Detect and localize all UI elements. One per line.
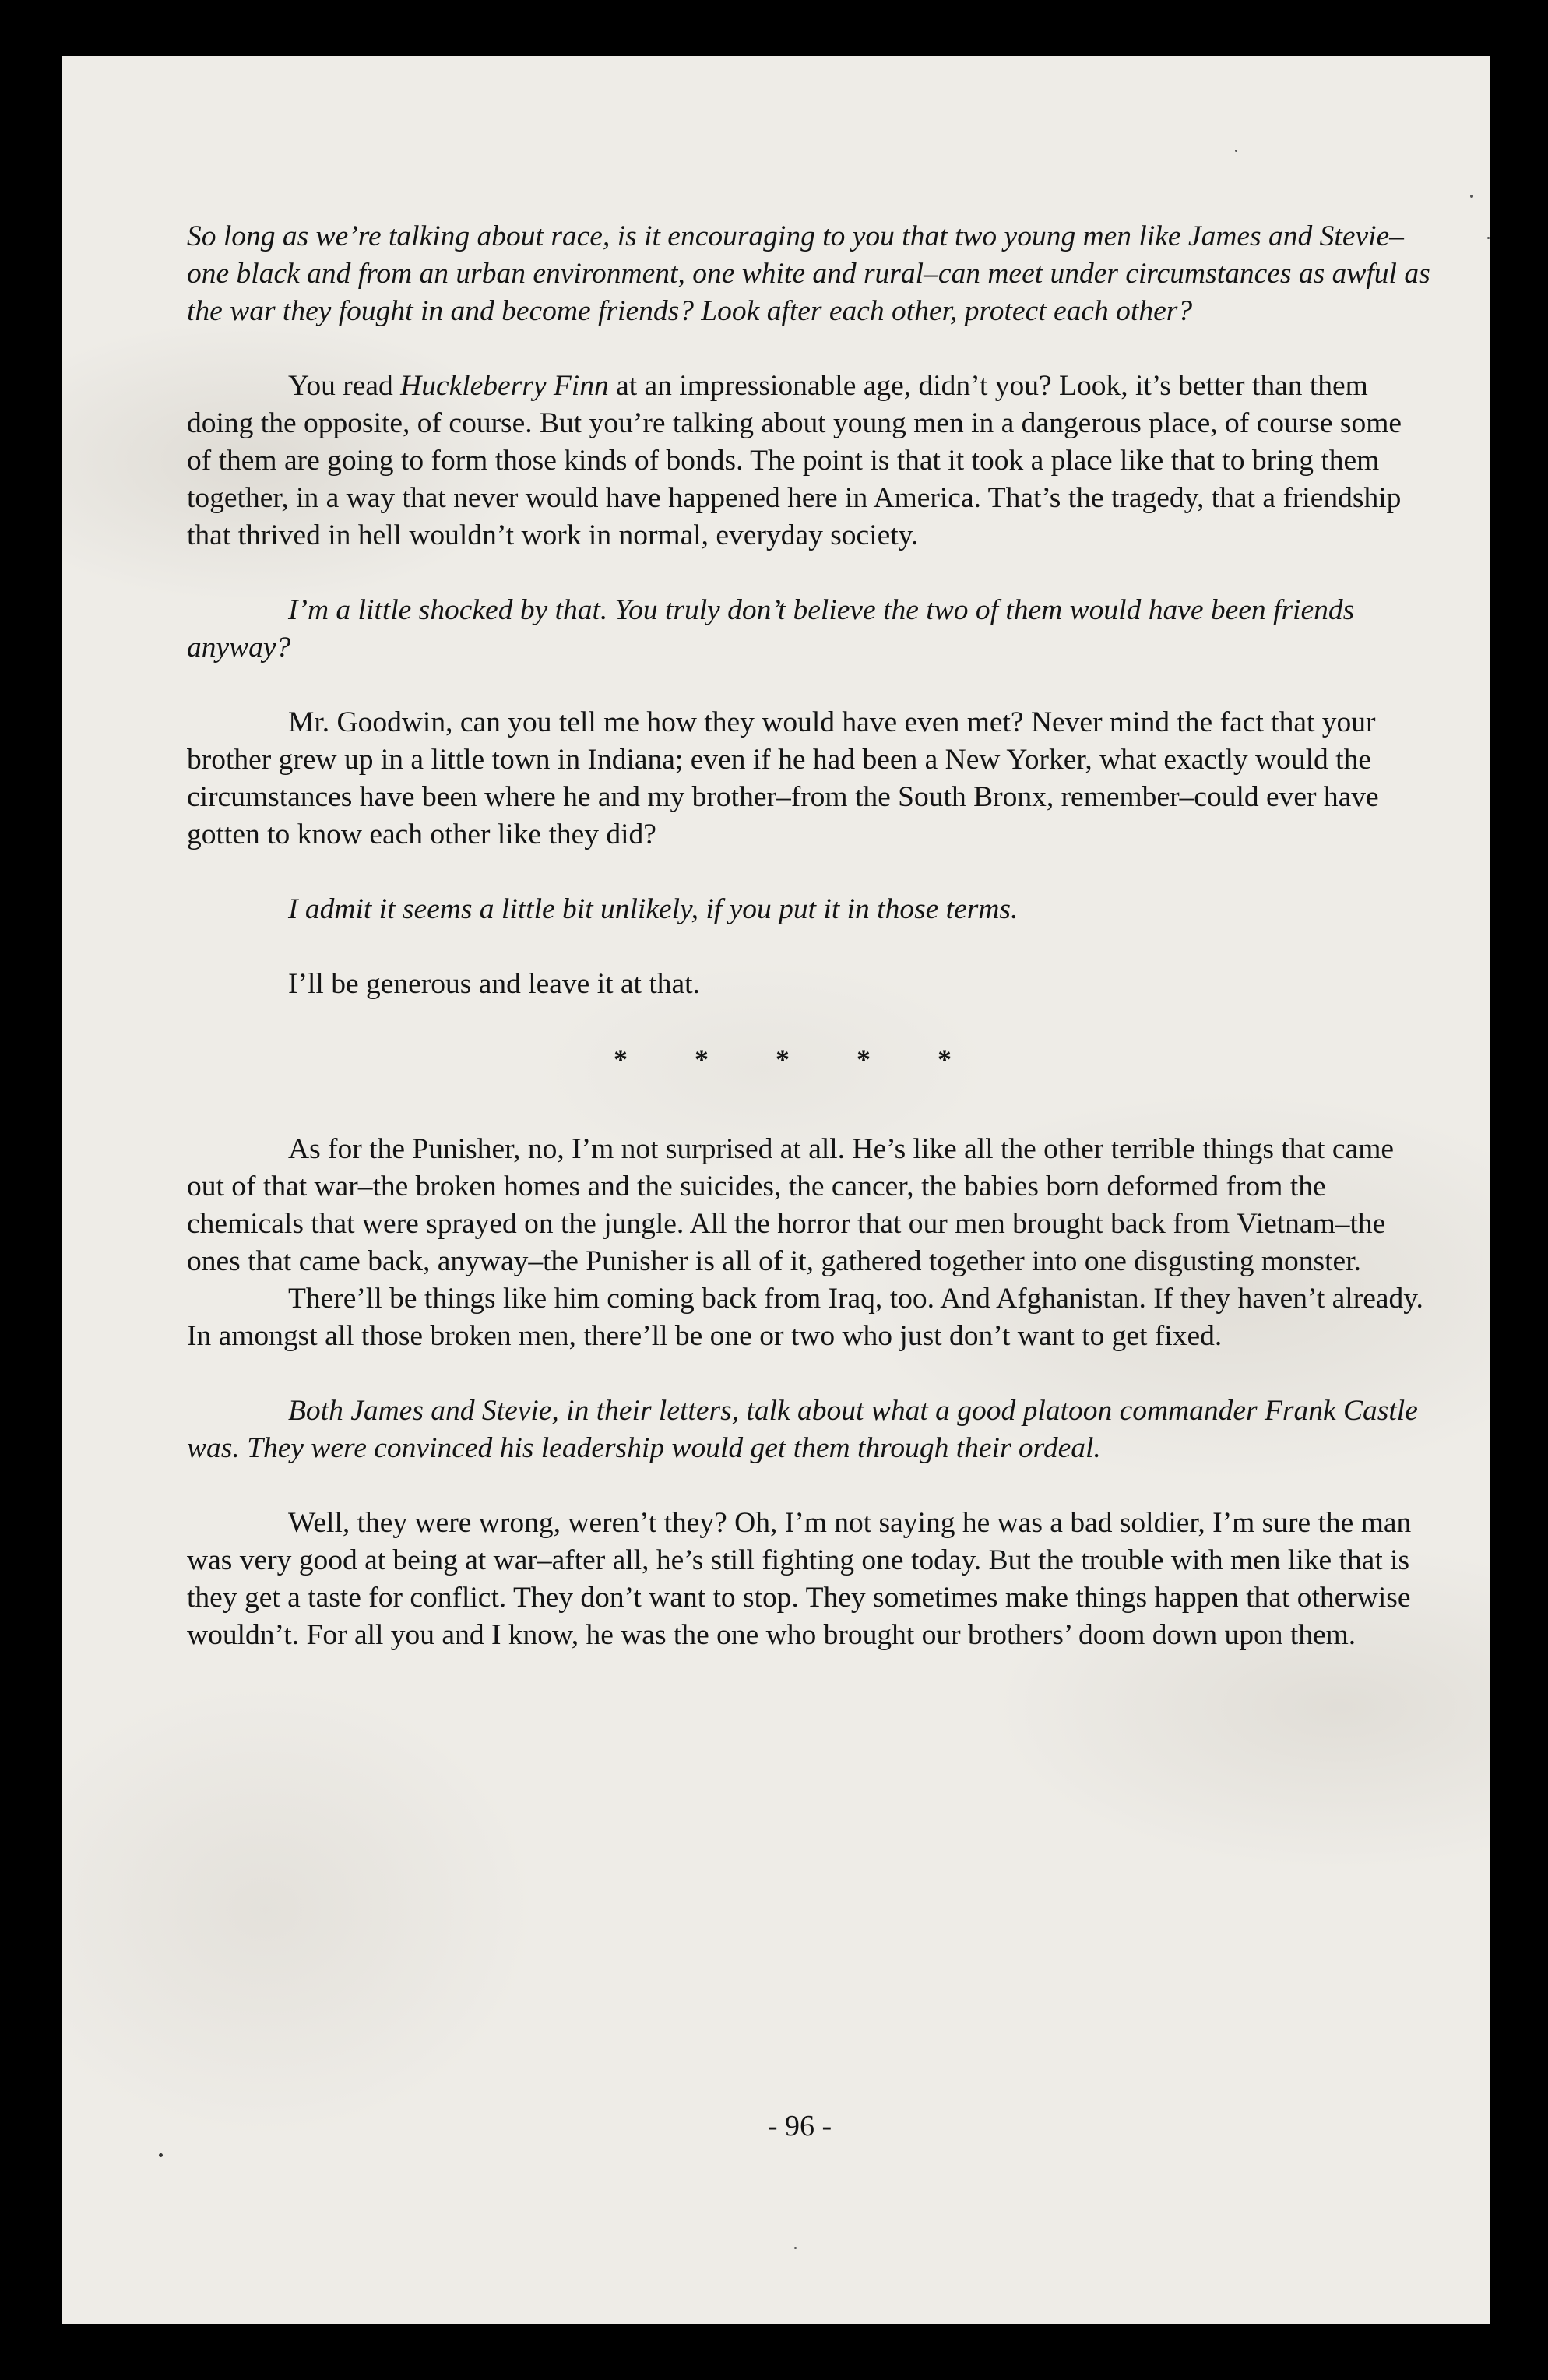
- question-frank-castle: Both James and Stevie, in their letters, talk about what a good platoon commander Frank Castle was. They were convinced his leadership would get them through their ordeal.: [187, 1395, 1418, 1464]
- paragraph-gap: [187, 1355, 1433, 1392]
- paragraph-gap: [187, 1115, 1433, 1131]
- page-number: [62, 2109, 1490, 2143]
- question-friends-anyway: I’m a little shocked by that. You truly don’t believe the two of them would have been friends anyway?: [187, 594, 1355, 664]
- paragraph-gap: [187, 1467, 1433, 1505]
- paper-speck: [1470, 195, 1473, 198]
- answer-they-were-wrong: Well, they were wrong, weren’t they? Oh, I’m not saying he was a bad soldier, I’m sure the man was very good at being at war–after all, he’s still fighting one today. But the trouble with men like that is they get a taste for conflict. They don’t want to stop. They sometimes make things happen that otherwise wouldn’t. For all you and I know, he was the one who brought our brothers’ doom down upon them.: [187, 1507, 1412, 1651]
- question-race-friendship: So long as we’re talking about race, is it encouraging to you that two young men like James and Stevie–one black and from an urban environment, one white and rural–can meet under circumstances as awful as the war they fought in and become friends? Look after each other, protect each other?: [187, 220, 1430, 327]
- paper-speck: [1235, 150, 1237, 152]
- paragraph-gap: [187, 928, 1433, 966]
- answer-generous: I’ll be generous and leave it at that.: [288, 968, 700, 1000]
- paper-speck: [794, 2247, 797, 2249]
- section-break: [319, 1040, 1246, 1078]
- paragraph-gap: [187, 1078, 1433, 1115]
- paper-speck: [159, 2153, 163, 2157]
- section-break-star: *: [695, 1044, 709, 1075]
- book-title: Huckleberry Finn: [400, 370, 609, 402]
- paper-speck: [1487, 237, 1490, 239]
- section-break-star: *: [614, 1044, 628, 1075]
- answer-huckleberry-finn: [187, 368, 1433, 555]
- document-page: [62, 56, 1490, 2324]
- page-number-text: - 96 -: [767, 2110, 832, 2142]
- answer-text-start: You read: [288, 370, 401, 402]
- paragraph-gap: [187, 555, 1433, 592]
- answer-how-met: Mr. Goodwin, can you tell me how they would have even met? Never mind the fact that your brother grew up in a little town in Indiana; even if he had been a New Yorker, what exactly would the circumstances have been where he and my brother–from the South Bronx, remember–could ever have gotten to know each other like they did?: [187, 706, 1379, 850]
- answer-iraq: There’ll be things like him coming back from Iraq, too. And Afghanistan. If they haven’t already. In amongst all those broken men, there’ll be one or two who just don’t want to get fixed.: [187, 1283, 1423, 1352]
- section-break-star: *: [857, 1044, 871, 1075]
- paragraph-gap: [187, 854, 1433, 891]
- question-unlikely: I admit it seems a little bit unlikely, if you put it in those terms.: [288, 893, 1019, 925]
- answer-punisher: As for the Punisher, no, I’m not surprised at all. He’s like all the other terrible things that came out of that war–the broken homes and the suicides, the cancer, the babies born deformed from the chemicals that were sprayed on the jungle. All the horror that our men brought back from Vietnam–the ones that came back, anyway–the Punisher is all of it, gathered together into one disgusting monster.: [187, 1133, 1395, 1277]
- body-text: [187, 218, 1433, 1654]
- paragraph-gap: [187, 330, 1433, 368]
- section-break-star: *: [776, 1044, 790, 1075]
- paragraph-gap: [187, 1003, 1433, 1040]
- answer-text-rest: at an impressionable age, didn’t you? Look, it’s better than them doing the opposite, of course. But you’re talking about young men in a dangerous place, of course some of them are going to form those kinds of bonds. The point is that it took a place like that to bring them together, in a way that never would have happened here in America. That’s the tragedy, that a friendship that thrived in hell wouldn’t work in normal, everyday society.: [187, 370, 1402, 551]
- section-break-star: *: [938, 1044, 952, 1075]
- paragraph-gap: [187, 667, 1433, 704]
